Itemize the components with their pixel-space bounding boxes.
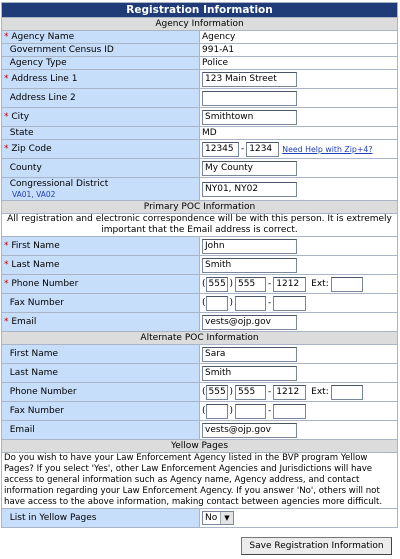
district-sub-links[interactable]: VA01, VA02 xyxy=(12,190,56,199)
agency-type-label: Agency Type xyxy=(9,57,67,68)
agency-type-value: Police xyxy=(200,57,398,70)
paren-close: ) xyxy=(229,405,234,416)
primary-email-label: Email xyxy=(11,316,37,327)
alternate-first-input[interactable]: Sara xyxy=(202,347,297,362)
yellow-list-select[interactable] xyxy=(202,511,234,525)
primary-email-row xyxy=(2,313,398,332)
zip-separator: - xyxy=(241,143,245,154)
registration-table xyxy=(1,2,398,528)
zip-row xyxy=(2,140,398,159)
zip-label: Zip Code xyxy=(11,143,52,154)
yellow-list-label: List in Yellow Pages xyxy=(9,512,97,523)
census-id-value: 991-A1 xyxy=(200,44,398,57)
alternate-phone-line[interactable]: 1212 xyxy=(273,385,306,400)
address1-input[interactable]: 123 Main Street xyxy=(202,72,297,87)
primary-phone-ext[interactable] xyxy=(331,277,363,292)
city-row xyxy=(2,108,398,127)
agency-section-header: Agency Information xyxy=(2,18,398,31)
agency-name-label: Agency Name xyxy=(11,31,75,42)
primary-last-row xyxy=(2,256,398,275)
primary-fax-prefix[interactable] xyxy=(235,296,266,311)
required-mark: * xyxy=(4,31,9,42)
required-mark: * xyxy=(4,259,9,270)
page-title: Registration Information xyxy=(2,3,398,18)
agency-type-row xyxy=(2,57,398,70)
primary-phone-row xyxy=(2,275,398,294)
state-label: State xyxy=(9,127,34,138)
yellow-section-header: Yellow Pages xyxy=(2,440,398,453)
alternate-first-row xyxy=(2,345,398,364)
primary-last-label: Last Name xyxy=(11,259,60,270)
agency-name-value: Agency xyxy=(200,31,398,44)
county-row xyxy=(2,159,398,178)
required-mark: * xyxy=(4,240,9,251)
county-input[interactable]: My County xyxy=(202,161,297,176)
alternate-last-row xyxy=(2,364,398,383)
ext-label: Ext: xyxy=(311,278,329,289)
phone-dash: - xyxy=(268,278,272,289)
primary-first-input[interactable]: John xyxy=(202,239,297,254)
primary-fax-label: Fax Number xyxy=(9,297,64,308)
alternate-fax-area[interactable] xyxy=(206,404,228,419)
alternate-fax-label: Fax Number xyxy=(9,405,64,416)
census-id-label: Government Census ID xyxy=(9,44,114,55)
paren-close: ) xyxy=(229,386,234,397)
district-label: Congressional District xyxy=(9,179,109,189)
district-row xyxy=(2,178,398,201)
primary-fax-row xyxy=(2,294,398,313)
state-value: MD xyxy=(200,127,398,140)
yellow-list-value: No xyxy=(205,513,218,523)
district-input[interactable]: NY01, NY02 xyxy=(202,182,297,197)
alternate-phone-row xyxy=(2,383,398,402)
address2-row xyxy=(2,89,398,108)
primary-section-header: Primary POC Information xyxy=(2,201,398,214)
zip4-input[interactable]: 1234 xyxy=(246,142,279,157)
alternate-fax-row xyxy=(2,402,398,421)
primary-phone-area[interactable]: 555 xyxy=(206,277,228,292)
agency-name-row xyxy=(2,31,398,44)
required-mark: * xyxy=(4,73,9,84)
alternate-last-label: Last Name xyxy=(9,367,58,378)
alternate-first-label: First Name xyxy=(9,348,59,359)
form-footer xyxy=(0,537,400,557)
primary-fax-line[interactable] xyxy=(273,296,306,311)
address2-label: Address Line 2 xyxy=(9,92,76,103)
required-mark: * xyxy=(4,278,9,289)
registration-form xyxy=(1,2,398,528)
census-id-row xyxy=(2,44,398,57)
address1-label: Address Line 1 xyxy=(11,73,78,84)
primary-note: All registration and electronic correspondence will be with this person. It is extremely important that the Email address is correct. xyxy=(2,214,398,237)
alternate-email-row xyxy=(2,421,398,440)
fax-dash: - xyxy=(268,405,272,416)
zip-help-link[interactable]: Need Help with Zip+4? xyxy=(282,144,373,154)
alternate-email-input[interactable]: vests@ojp.gov xyxy=(202,423,297,438)
alternate-phone-area[interactable]: 555 xyxy=(206,385,228,400)
address1-row xyxy=(2,70,398,89)
primary-phone-label: Phone Number xyxy=(11,278,79,289)
address2-input[interactable] xyxy=(202,91,297,106)
alternate-phone-prefix[interactable]: 555 xyxy=(235,385,266,400)
paren-open: ( xyxy=(202,405,206,416)
primary-email-input[interactable]: vests@ojp.gov xyxy=(202,315,297,330)
zip5-input[interactable]: 12345 xyxy=(202,142,239,157)
primary-first-row xyxy=(2,237,398,256)
yellow-description: Do you wish to have your Law Enforcement Agency listed in the BVP program Yellow Pages? If you select 'Yes', other Law Enforcement Agencies and Jurisdictions will have access to general information such as Agency name, Agency address, and contact information regarding your Law Enforcement Agency. If you answer 'No', others will not have access to the above information, making contact between agencies more difficult. xyxy=(2,453,398,509)
primary-fax-area[interactable] xyxy=(206,296,228,311)
primary-last-input[interactable]: Smith xyxy=(202,258,297,273)
primary-phone-line[interactable]: 1212 xyxy=(273,277,306,292)
paren-open: ( xyxy=(202,386,206,397)
alternate-fax-line[interactable] xyxy=(273,404,306,419)
required-mark: * xyxy=(4,143,9,154)
required-mark: * xyxy=(4,316,9,327)
city-input[interactable]: Smithtown xyxy=(202,110,297,125)
ext-label: Ext: xyxy=(311,386,329,397)
phone-dash: - xyxy=(268,386,272,397)
alternate-phone-label: Phone Number xyxy=(9,386,77,397)
paren-open: ( xyxy=(202,297,206,308)
paren-open: ( xyxy=(202,278,206,289)
county-label: County xyxy=(9,162,42,173)
city-label: City xyxy=(11,111,30,122)
required-mark: * xyxy=(4,111,9,122)
primary-phone-prefix[interactable]: 555 xyxy=(235,277,266,292)
state-row xyxy=(2,127,398,140)
primary-first-label: First Name xyxy=(11,240,60,251)
yellow-list-row xyxy=(2,509,398,528)
save-registration-button[interactable]: Save Registration Information xyxy=(241,537,392,555)
alternate-email-label: Email xyxy=(9,424,35,435)
paren-close: ) xyxy=(229,278,234,289)
alternate-fax-prefix[interactable] xyxy=(235,404,266,419)
fax-dash: - xyxy=(268,297,272,308)
alternate-last-input[interactable]: Smith xyxy=(202,366,297,381)
paren-close: ) xyxy=(229,297,234,308)
chevron-down-icon: ▼ xyxy=(220,512,233,524)
alternate-section-header: Alternate POC Information xyxy=(2,332,398,345)
alternate-phone-ext[interactable] xyxy=(331,385,363,400)
